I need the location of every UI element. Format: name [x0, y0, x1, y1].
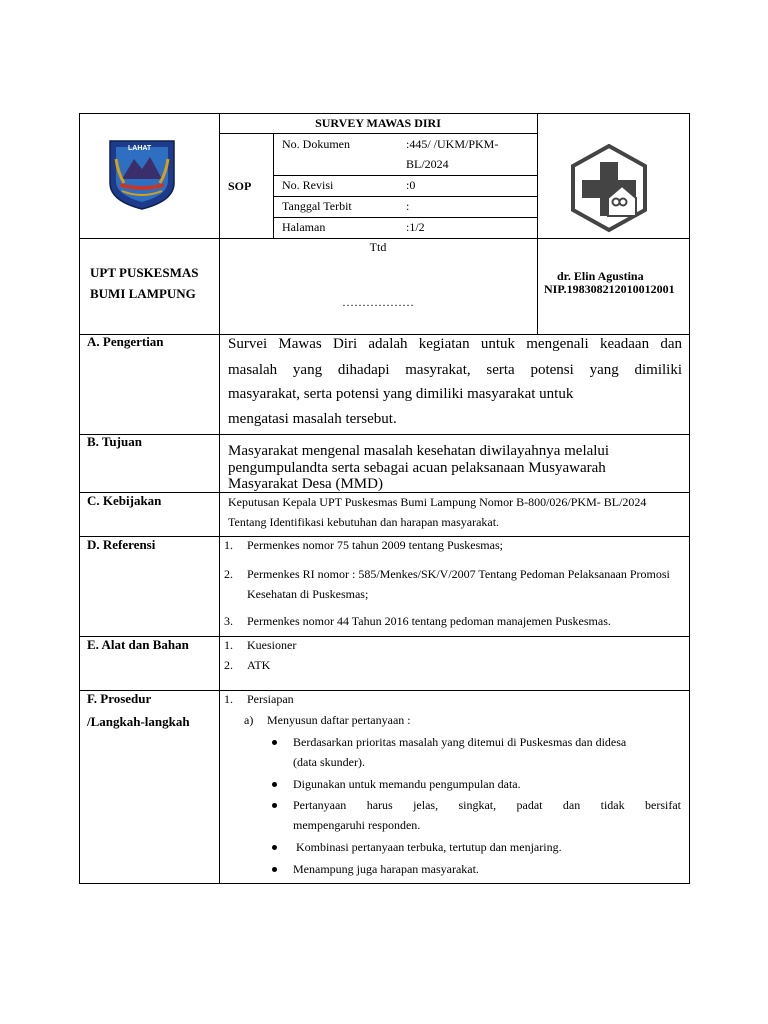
tanggal-terbit-value: : [406, 199, 410, 213]
tujuan-line: Masyarakat Desa (MMD) [228, 476, 383, 492]
referensi-item-num: 1. [224, 538, 233, 552]
bullet-item: Menampung juga harapan masyarakat. [293, 862, 479, 876]
lahat-emblem-icon [108, 139, 176, 211]
referensi-item-num: 2. [224, 567, 233, 581]
signature-dots: ……………… [342, 295, 414, 309]
pengertian-line: masyarakat, serta potensi yang dimiliki masyarakat untuk [228, 386, 574, 402]
referensi-item-cont: Kesehatan di Puskesmas; [247, 587, 369, 601]
bullet-item: Pertanyaan harus jelas, singkat, padat dan tidak bersifat [293, 798, 681, 812]
dokumen-divider [273, 175, 537, 176]
substep-title: Menyusun daftar pertanyaan : [267, 713, 411, 727]
tanggal-terbit-label: Tanggal Terbit [282, 199, 352, 213]
kebijakan-line: Tentang Identifikasi kebutuhan dan harapan masyarakat. [228, 515, 500, 529]
alat-item: Kuesioner [247, 638, 297, 652]
substep-num: a) [244, 713, 254, 727]
emblem-text: LAHAT [128, 145, 152, 152]
prosedur-row-divider [79, 690, 690, 691]
referensi-row-divider [79, 536, 690, 537]
bullet-item-cont: mempengaruhi responden. [293, 818, 421, 832]
bullet-item: Berdasarkan prioritas masalah yang ditemui di Puskesmas dan didesa [293, 735, 627, 749]
alat-item: ATK [247, 658, 271, 672]
kebijakan-row-divider [79, 492, 690, 493]
bullet-icon [272, 845, 277, 850]
kebijakan-line: Keputusan Kepala UPT Puskesmas Bumi Lampung Nomor B-800/026/PKM- BL/2024 [228, 495, 647, 509]
referensi-item: Permenkes RI nomor : 585/Menkes/SK/V/2007 Tentang Pedoman Pelaksanaan Promosi [247, 567, 670, 581]
bullet-item-cont: (data skunder). [293, 755, 365, 769]
revisi-divider [273, 196, 537, 197]
section-label-tujuan: B. Tujuan [87, 434, 142, 449]
section-label-kebijakan: C. Kebijakan [87, 493, 162, 508]
bullet-icon [272, 740, 277, 745]
logo-column-divider [537, 113, 538, 335]
bullet-icon [272, 803, 277, 808]
bullet-icon [272, 867, 277, 872]
title-divider [219, 133, 537, 134]
halaman-label: Halaman [282, 220, 326, 234]
bullet-item: Digunakan untuk memandu pengumpulan data. [293, 777, 521, 791]
dokumen-value-cont: BL/2024 [406, 157, 449, 171]
org-name-line1: UPT PUSKESMAS [90, 265, 199, 280]
ttd-label: Ttd [369, 240, 387, 254]
tujuan-line: Masyarakat mengenal masalah kesehatan diwilayahnya melalui [228, 443, 610, 459]
label-column-divider [219, 113, 220, 884]
table-border-right [689, 113, 690, 884]
revisi-label: No. Revisi [282, 178, 334, 192]
step-title: Persiapan [247, 692, 294, 706]
puskesmas-logo-icon [570, 144, 648, 234]
bullet-icon [272, 782, 277, 787]
pengertian-line: mengatasi masalah tersebut. [228, 411, 397, 427]
dokumen-label: No. Dokumen [282, 137, 350, 151]
section-label-prosedur-cont: /Langkah-langkah [87, 714, 190, 729]
sop-column-divider [273, 133, 274, 239]
section-label-alat: E. Alat dan Bahan [87, 637, 189, 652]
halaman-value: :1/2 [406, 220, 425, 234]
org-name-line2: BUMI LAMPUNG [90, 286, 196, 301]
table-border-bottom [79, 883, 690, 884]
table-border-top [79, 113, 690, 114]
section-label-prosedur: F. Prosedur [87, 691, 152, 706]
section-label-referensi: D. Referensi [87, 537, 156, 552]
referensi-item-num: 3. [224, 614, 233, 628]
sop-label: SOP [228, 179, 252, 193]
pengertian-line: masalah yang dihadapi masyrakat, serta potensi yang dimiliki [228, 362, 682, 378]
document-title: SURVEY MAWAS DIRI [315, 116, 441, 130]
referensi-item: Permenkes nomor 75 tahun 2009 tentang Puskesmas; [247, 538, 503, 552]
table-border-left [79, 113, 80, 884]
dokumen-value: :445/ /UKM/PKM- [406, 137, 499, 151]
tanggal-divider [273, 217, 537, 218]
revisi-value: :0 [406, 178, 416, 192]
step-num: 1. [224, 692, 233, 706]
tujuan-row-divider [79, 434, 690, 435]
signer-name: dr. Elin Agustina [557, 269, 644, 283]
section-label-pengertian: A. Pengertian [87, 334, 164, 349]
tujuan-line: pengumpulandta serta sebagai acuan pelaksanaan Musyawarah [228, 460, 606, 476]
bullet-item: Kombinasi pertanyaan terbuka, tertutup dan menjaring. [293, 840, 562, 854]
pengertian-line: Survei Mawas Diri adalah kegiatan untuk mengenali keadaan dan [228, 336, 682, 352]
alat-item-num: 2. [224, 658, 233, 672]
referensi-item: Permenkes nomor 44 Tahun 2016 tentang pedoman manajemen Puskesmas. [247, 614, 611, 628]
header-row-divider [79, 238, 690, 239]
alat-item-num: 1. [224, 638, 233, 652]
signer-nip: NIP.198308212010012001 [544, 282, 675, 296]
